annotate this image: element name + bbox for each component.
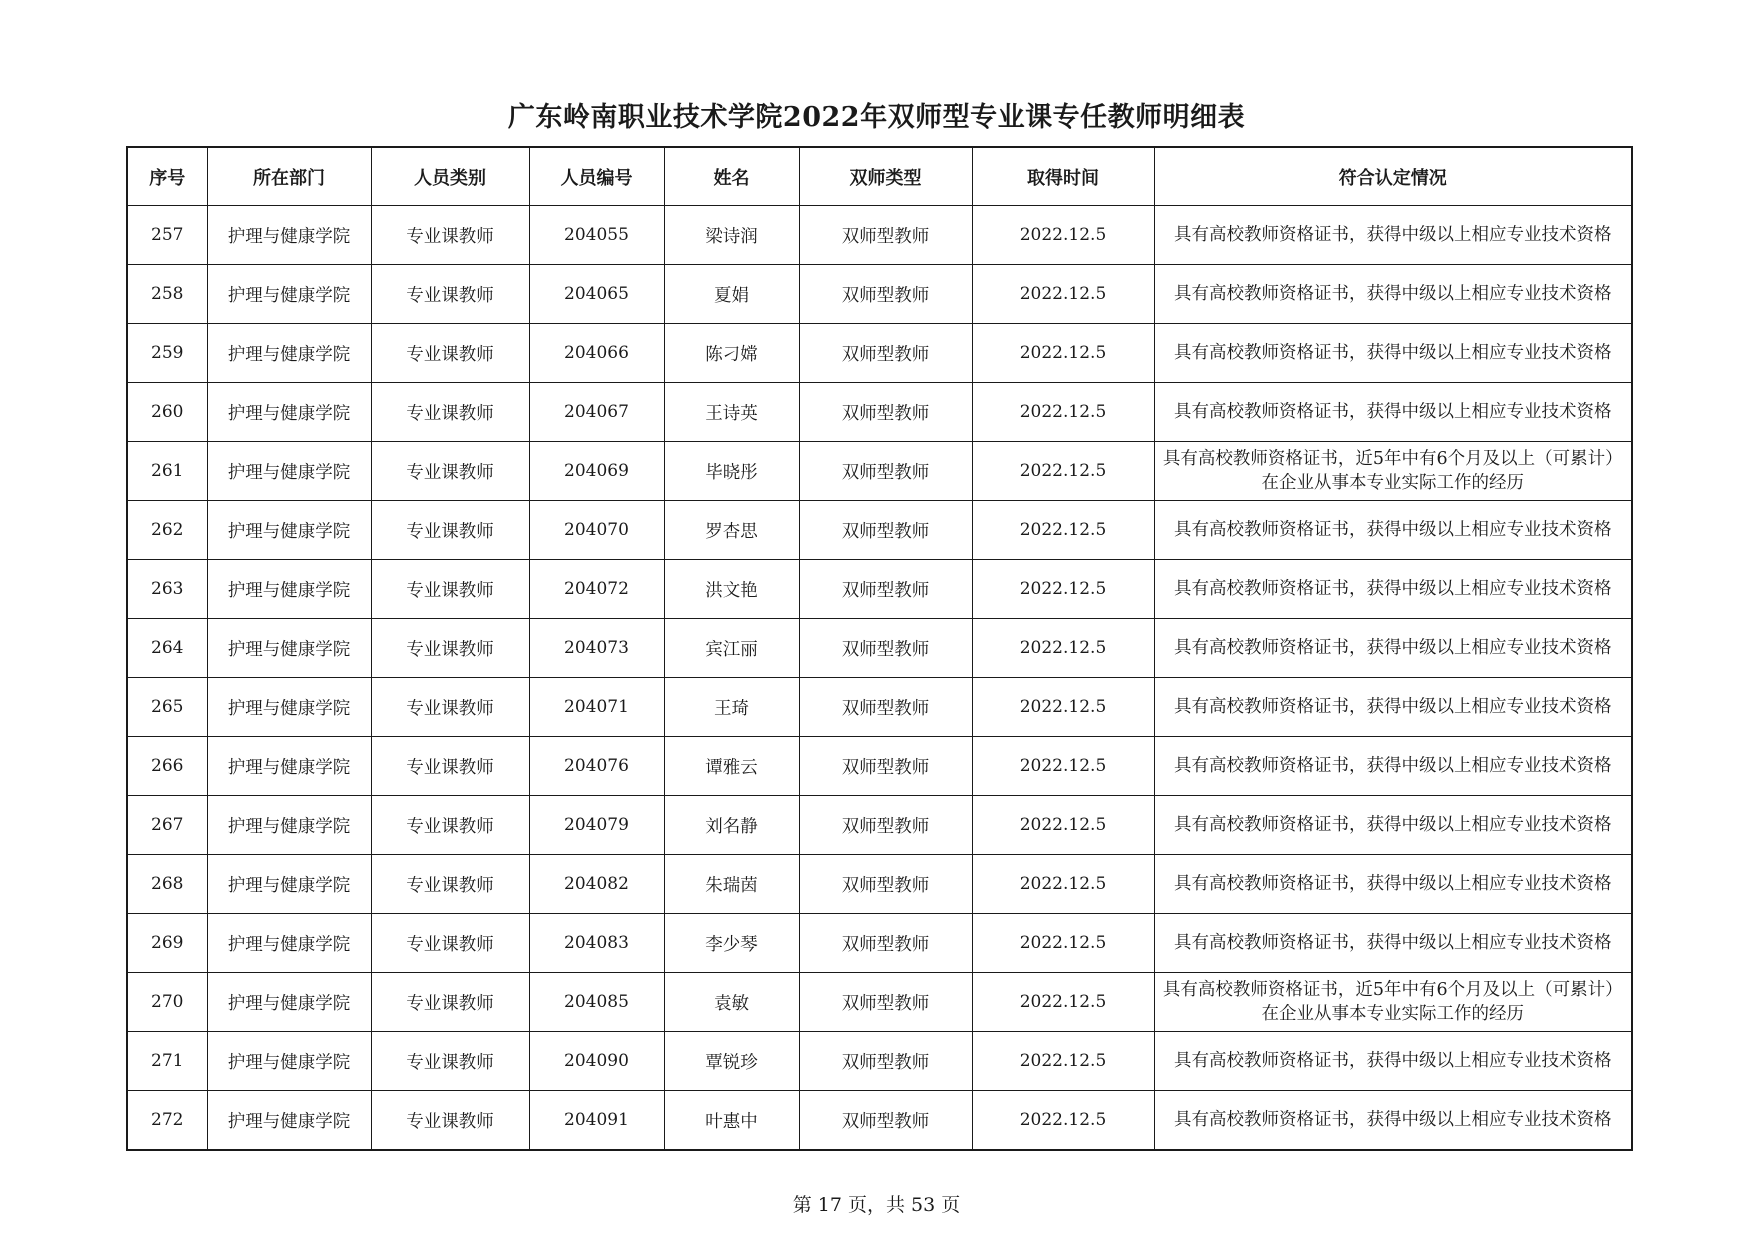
- cell-category: 专业课教师: [371, 855, 529, 914]
- cell-department: 护理与健康学院: [207, 973, 371, 1032]
- cell-dual-type: 双师型教师: [799, 1091, 972, 1151]
- footer-page-number: 17: [817, 1194, 842, 1216]
- cell-name: 梁诗润: [664, 206, 799, 265]
- cell-department: 护理与健康学院: [207, 324, 371, 383]
- cell-staff-id: 204083: [529, 914, 664, 973]
- cell-obtained: 2022.12.5: [972, 265, 1154, 324]
- cell-basis: 具有高校教师资格证书，获得中级以上相应专业技术资格: [1154, 619, 1632, 678]
- cell-basis: 具有高校教师资格证书，获得中级以上相应专业技术资格: [1154, 914, 1632, 973]
- cell-staff-id: 204070: [529, 501, 664, 560]
- cell-category: 专业课教师: [371, 501, 529, 560]
- col-header-seq: 序号: [127, 147, 207, 206]
- cell-department: 护理与健康学院: [207, 206, 371, 265]
- cell-obtained: 2022.12.5: [972, 383, 1154, 442]
- cell-dual-type: 双师型教师: [799, 619, 972, 678]
- cell-dual-type: 双师型教师: [799, 796, 972, 855]
- cell-staff-id: 204076: [529, 737, 664, 796]
- cell-department: 护理与健康学院: [207, 1032, 371, 1091]
- table-row: [127, 501, 1632, 560]
- cell-basis: 具有高校教师资格证书，获得中级以上相应专业技术资格: [1154, 737, 1632, 796]
- cell-department: 护理与健康学院: [207, 501, 371, 560]
- cell-name: 袁敏: [664, 973, 799, 1032]
- table-row: [127, 560, 1632, 619]
- cell-obtained: 2022.12.5: [972, 796, 1154, 855]
- cell-staff-id: 204091: [529, 1091, 664, 1151]
- cell-category: 专业课教师: [371, 383, 529, 442]
- col-header-name: 姓名: [664, 147, 799, 206]
- table-row: [127, 796, 1632, 855]
- table-row: [127, 619, 1632, 678]
- cell-seq: 268: [127, 855, 207, 914]
- cell-basis: 具有高校教师资格证书，获得中级以上相应专业技术资格: [1154, 1032, 1632, 1091]
- cell-department: 护理与健康学院: [207, 914, 371, 973]
- cell-dual-type: 双师型教师: [799, 324, 972, 383]
- col-header-department: 所在部门: [207, 147, 371, 206]
- cell-staff-id: 204071: [529, 678, 664, 737]
- table-row: [127, 442, 1632, 501]
- cell-dual-type: 双师型教师: [799, 973, 972, 1032]
- cell-dual-type: 双师型教师: [799, 442, 972, 501]
- cell-department: 护理与健康学院: [207, 737, 371, 796]
- cell-obtained: 2022.12.5: [972, 619, 1154, 678]
- cell-basis: 具有高校教师资格证书，近5年中有6个月及以上（可累计）在企业从事本专业实际工作的经历: [1154, 442, 1632, 501]
- cell-dual-type: 双师型教师: [799, 1032, 972, 1091]
- cell-obtained: 2022.12.5: [972, 560, 1154, 619]
- cell-department: 护理与健康学院: [207, 855, 371, 914]
- cell-basis: 具有高校教师资格证书，获得中级以上相应专业技术资格: [1154, 1091, 1632, 1151]
- cell-obtained: 2022.12.5: [972, 737, 1154, 796]
- cell-dual-type: 双师型教师: [799, 206, 972, 265]
- col-header-category: 人员类别: [371, 147, 529, 206]
- cell-staff-id: 204067: [529, 383, 664, 442]
- table-row: [127, 1032, 1632, 1091]
- cell-category: 专业课教师: [371, 737, 529, 796]
- cell-category: 专业课教师: [371, 796, 529, 855]
- cell-seq: 271: [127, 1032, 207, 1091]
- page-title: 广东岭南职业技术学院2022年双师型专业课专任教师明细表: [507, 102, 1246, 133]
- cell-dual-type: 双师型教师: [799, 914, 972, 973]
- cell-department: 护理与健康学院: [207, 1091, 371, 1151]
- cell-obtained: 2022.12.5: [972, 1091, 1154, 1151]
- cell-seq: 257: [127, 206, 207, 265]
- col-header-basis: 符合认定情况: [1154, 147, 1632, 206]
- cell-name: 王诗英: [664, 383, 799, 442]
- cell-name: 夏娟: [664, 265, 799, 324]
- cell-category: 专业课教师: [371, 560, 529, 619]
- cell-category: 专业课教师: [371, 265, 529, 324]
- cell-basis: 具有高校教师资格证书，获得中级以上相应专业技术资格: [1154, 383, 1632, 442]
- cell-seq: 259: [127, 324, 207, 383]
- footer-total-pages: 53: [911, 1194, 936, 1216]
- cell-staff-id: 204055: [529, 206, 664, 265]
- cell-staff-id: 204090: [529, 1032, 664, 1091]
- cell-dual-type: 双师型教师: [799, 265, 972, 324]
- cell-name: 宾江丽: [664, 619, 799, 678]
- cell-staff-id: 204069: [529, 442, 664, 501]
- cell-category: 专业课教师: [371, 324, 529, 383]
- cell-staff-id: 204085: [529, 973, 664, 1032]
- cell-seq: 270: [127, 973, 207, 1032]
- cell-staff-id: 204082: [529, 855, 664, 914]
- cell-basis: 具有高校教师资格证书，获得中级以上相应专业技术资格: [1154, 501, 1632, 560]
- cell-department: 护理与健康学院: [207, 678, 371, 737]
- cell-obtained: 2022.12.5: [972, 973, 1154, 1032]
- cell-name: 刘名静: [664, 796, 799, 855]
- cell-staff-id: 204072: [529, 560, 664, 619]
- cell-staff-id: 204079: [529, 796, 664, 855]
- cell-department: 护理与健康学院: [207, 796, 371, 855]
- cell-category: 专业课教师: [371, 1032, 529, 1091]
- cell-dual-type: 双师型教师: [799, 855, 972, 914]
- table-row: [127, 383, 1632, 442]
- cell-basis: 具有高校教师资格证书，获得中级以上相应专业技术资格: [1154, 678, 1632, 737]
- footer-mid: 页，共: [847, 1194, 905, 1216]
- cell-seq: 262: [127, 501, 207, 560]
- cell-name: 谭雅云: [664, 737, 799, 796]
- cell-basis: 具有高校教师资格证书，获得中级以上相应专业技术资格: [1154, 796, 1632, 855]
- table-row: [127, 737, 1632, 796]
- cell-seq: 267: [127, 796, 207, 855]
- cell-staff-id: 204065: [529, 265, 664, 324]
- table-row: [127, 678, 1632, 737]
- cell-name: 朱瑞茵: [664, 855, 799, 914]
- cell-basis: 具有高校教师资格证书，获得中级以上相应专业技术资格: [1154, 206, 1632, 265]
- table-row: [127, 973, 1632, 1032]
- cell-obtained: 2022.12.5: [972, 442, 1154, 501]
- cell-department: 护理与健康学院: [207, 619, 371, 678]
- cell-basis: 具有高校教师资格证书，获得中级以上相应专业技术资格: [1154, 324, 1632, 383]
- cell-staff-id: 204073: [529, 619, 664, 678]
- cell-seq: 258: [127, 265, 207, 324]
- cell-name: 李少琴: [664, 914, 799, 973]
- cell-category: 专业课教师: [371, 678, 529, 737]
- cell-dual-type: 双师型教师: [799, 383, 972, 442]
- cell-department: 护理与健康学院: [207, 442, 371, 501]
- cell-basis: 具有高校教师资格证书，获得中级以上相应专业技术资格: [1154, 560, 1632, 619]
- cell-seq: 264: [127, 619, 207, 678]
- cell-staff-id: 204066: [529, 324, 664, 383]
- cell-seq: 261: [127, 442, 207, 501]
- table-row: [127, 1091, 1632, 1151]
- cell-obtained: 2022.12.5: [972, 206, 1154, 265]
- cell-department: 护理与健康学院: [207, 383, 371, 442]
- cell-seq: 266: [127, 737, 207, 796]
- cell-dual-type: 双师型教师: [799, 501, 972, 560]
- header-row: [127, 147, 1632, 206]
- col-header-dual-type: 双师类型: [799, 147, 972, 206]
- cell-seq: 260: [127, 383, 207, 442]
- teacher-table: [126, 146, 1633, 1151]
- cell-name: 陈刁嫦: [664, 324, 799, 383]
- cell-category: 专业课教师: [371, 1091, 529, 1151]
- cell-dual-type: 双师型教师: [799, 560, 972, 619]
- cell-category: 专业课教师: [371, 973, 529, 1032]
- cell-name: 毕晓彤: [664, 442, 799, 501]
- cell-name: 罗杏思: [664, 501, 799, 560]
- cell-obtained: 2022.12.5: [972, 678, 1154, 737]
- col-header-staff-id: 人员编号: [529, 147, 664, 206]
- cell-obtained: 2022.12.5: [972, 501, 1154, 560]
- cell-dual-type: 双师型教师: [799, 678, 972, 737]
- cell-obtained: 2022.12.5: [972, 855, 1154, 914]
- table-row: [127, 265, 1632, 324]
- table-row: [127, 206, 1632, 265]
- cell-seq: 269: [127, 914, 207, 973]
- table-row: [127, 324, 1632, 383]
- cell-seq: 263: [127, 560, 207, 619]
- cell-seq: 272: [127, 1091, 207, 1151]
- cell-dual-type: 双师型教师: [799, 737, 972, 796]
- table-row: [127, 914, 1632, 973]
- cell-name: 洪文艳: [664, 560, 799, 619]
- footer-prefix: 第: [792, 1194, 812, 1216]
- footer-suffix: 页: [941, 1194, 961, 1216]
- cell-category: 专业课教师: [371, 442, 529, 501]
- cell-obtained: 2022.12.5: [972, 1032, 1154, 1091]
- cell-name: 叶惠中: [664, 1091, 799, 1151]
- cell-category: 专业课教师: [371, 206, 529, 265]
- cell-obtained: 2022.12.5: [972, 324, 1154, 383]
- cell-category: 专业课教师: [371, 619, 529, 678]
- cell-basis: 具有高校教师资格证书，获得中级以上相应专业技术资格: [1154, 855, 1632, 914]
- cell-name: 王琦: [664, 678, 799, 737]
- cell-department: 护理与健康学院: [207, 560, 371, 619]
- page-footer: [0, 1192, 1753, 1218]
- cell-department: 护理与健康学院: [207, 265, 371, 324]
- cell-seq: 265: [127, 678, 207, 737]
- table-body: [127, 206, 1632, 1151]
- cell-obtained: 2022.12.5: [972, 914, 1154, 973]
- cell-basis: 具有高校教师资格证书，获得中级以上相应专业技术资格: [1154, 265, 1632, 324]
- table-row: [127, 855, 1632, 914]
- cell-category: 专业课教师: [371, 914, 529, 973]
- cell-name: 覃锐珍: [664, 1032, 799, 1091]
- cell-basis: 具有高校教师资格证书，近5年中有6个月及以上（可累计）在企业从事本专业实际工作的经历: [1154, 973, 1632, 1032]
- col-header-obtained: 取得时间: [972, 147, 1154, 206]
